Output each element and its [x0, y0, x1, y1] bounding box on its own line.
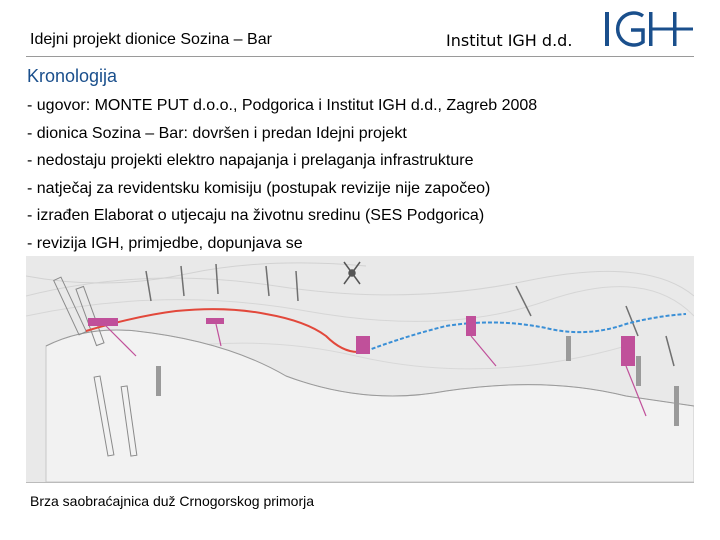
- bullet-item: - natječaj za revidentsku komisiju (postupak revizije nije započeo): [27, 179, 491, 197]
- caption-area: [26, 482, 694, 515]
- header-left-title: Idejni projekt dionice Sozina – Bar: [30, 31, 272, 48]
- igh-logo: [603, 8, 695, 50]
- bullet-item: - izrađen Elaborat o utjecaju na životnu sredinu (SES Podgorica): [27, 207, 485, 224]
- header-right-title: Institut IGH d.d.: [446, 31, 573, 50]
- map-caption: Brza saobraćajnica duž Crnogorskog primorja: [30, 493, 315, 509]
- bullet-item: - nedostaju projekti elektro napajanja i prelaganja infrastrukture: [27, 152, 474, 169]
- route-map: [26, 256, 694, 482]
- header-divider: [26, 56, 694, 57]
- bullet-list: [27, 96, 537, 261]
- bullet-item: - ugovor: MONTE PUT d.o.o., Podgorica i Institut IGH d.d., Zagreb 2008: [27, 97, 538, 114]
- slide-title: Kronologija: [27, 66, 118, 86]
- bullet-item: - dionica Sozina – Bar: dovršen i predan Idejni projekt: [27, 124, 407, 142]
- bullet-item: - revizija IGH, primjedbe, dopunjava se: [27, 234, 303, 252]
- route-map-image: [26, 256, 694, 482]
